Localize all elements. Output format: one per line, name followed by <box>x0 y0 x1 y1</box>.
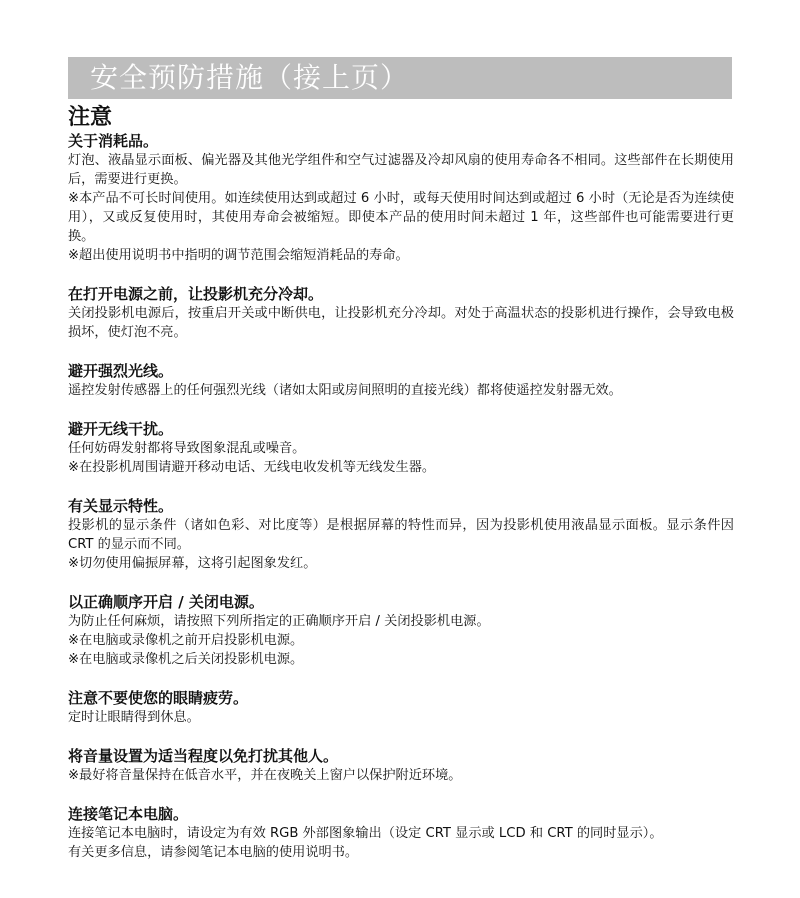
page-content <box>68 104 734 862</box>
notice-heading: 注意 <box>68 105 113 130</box>
section-spacer <box>68 265 734 285</box>
section-title: 注意不要使您的眼睛疲劳。 <box>68 689 249 707</box>
notice-section <box>68 747 734 785</box>
notice-section <box>68 132 734 265</box>
section-paragraph: 有关更多信息，请参阅笔记本电脑的使用说明书。 <box>68 845 359 860</box>
section-title: 避开无线干扰。 <box>68 420 174 438</box>
page-banner-title: 安全预防措施（接上页） <box>68 57 732 99</box>
section-paragraph: ※在投影机周围请避开移动电话、无线电收发机等无线发生器。 <box>68 460 436 475</box>
section-title: 将音量设置为适当程度以免打扰其他人。 <box>68 747 339 765</box>
section-paragraph: ※在电脑或录像机之前开启投影机电源。 <box>68 633 304 648</box>
section-spacer <box>68 669 734 689</box>
notice-section <box>68 285 734 342</box>
section-spacer <box>68 400 734 420</box>
section-spacer <box>68 573 734 593</box>
section-title: 有关显示特性。 <box>68 497 174 515</box>
section-spacer <box>68 785 734 805</box>
section-paragraph: ※切勿使用偏振屏幕，这将引起图象发红。 <box>68 556 317 571</box>
section-paragraph: 任何妨碍发射都将导致图象混乱或噪音。 <box>68 441 306 456</box>
notice-section <box>68 420 734 477</box>
section-paragraph: ※超出使用说明书中指明的调节范围会缩短消耗品的寿命。 <box>68 248 409 263</box>
notice-section <box>68 497 734 573</box>
notice-section <box>68 689 734 727</box>
section-paragraph: ※在电脑或录像机之后关闭投影机电源。 <box>68 652 304 667</box>
section-paragraph: 定时让眼睛得到休息。 <box>68 710 200 725</box>
section-paragraph: 关闭投影机电源后，按重启开关或中断供电，让投影机充分冷却。对处于高温状态的投影机进行操作，会导致电极损坏，使灯泡不亮。 <box>68 306 734 340</box>
section-title: 避开强烈光线。 <box>68 362 174 380</box>
notice-section <box>68 805 734 862</box>
section-paragraph: 投影机的显示条件（诸如色彩、对比度等）是根据屏幕的特性而异，因为投影机使用液晶显示面板。显示条件因 CRT 的显示而不同。 <box>68 518 734 552</box>
section-title: 关于消耗品。 <box>68 132 159 150</box>
section-title: 以正确顺序开启 / 关闭电源。 <box>68 593 264 611</box>
section-paragraph: 连接笔记本电脑时，请设定为有效 RGB 外部图象输出（设定 CRT 显示或 LCD 和 CRT 的同时显示）。 <box>68 826 663 841</box>
section-spacer <box>68 477 734 497</box>
notice-section <box>68 593 734 669</box>
section-paragraph: ※本产品不可长时间使用。如连续使用达到或超过 6 小时，或每天使用时间达到或超过 6 小时（无论是否为连续使用），又或反复使用时，其使用寿命会被缩短。即使本产品的使用时间未超过 1 年，这些部件也可能需要进行更换。 <box>68 191 734 244</box>
section-paragraph: ※最好将音量保持在低音水平，并在夜晚关上窗户以保护附近环境。 <box>68 768 462 783</box>
section-paragraph: 为防止任何麻烦，请按照下列所指定的正确顺序开启 / 关闭投影机电源。 <box>68 614 490 629</box>
section-paragraph: 灯泡、液晶显示面板、偏光器及其他光学组件和空气过滤器及冷却风扇的使用寿命各不相同。这些部件在长期使用后，需要进行更换。 <box>68 153 734 187</box>
section-title: 连接笔记本电脑。 <box>68 805 189 823</box>
notice-section <box>68 362 734 400</box>
section-title: 在打开电源之前，让投影机充分冷却。 <box>68 285 324 303</box>
section-spacer <box>68 727 734 747</box>
section-paragraph: 遥控发射传感器上的任何强烈光线（诸如太阳或房间照明的直接光线）都将使遥控发射器无效。 <box>68 383 622 398</box>
section-spacer <box>68 342 734 362</box>
